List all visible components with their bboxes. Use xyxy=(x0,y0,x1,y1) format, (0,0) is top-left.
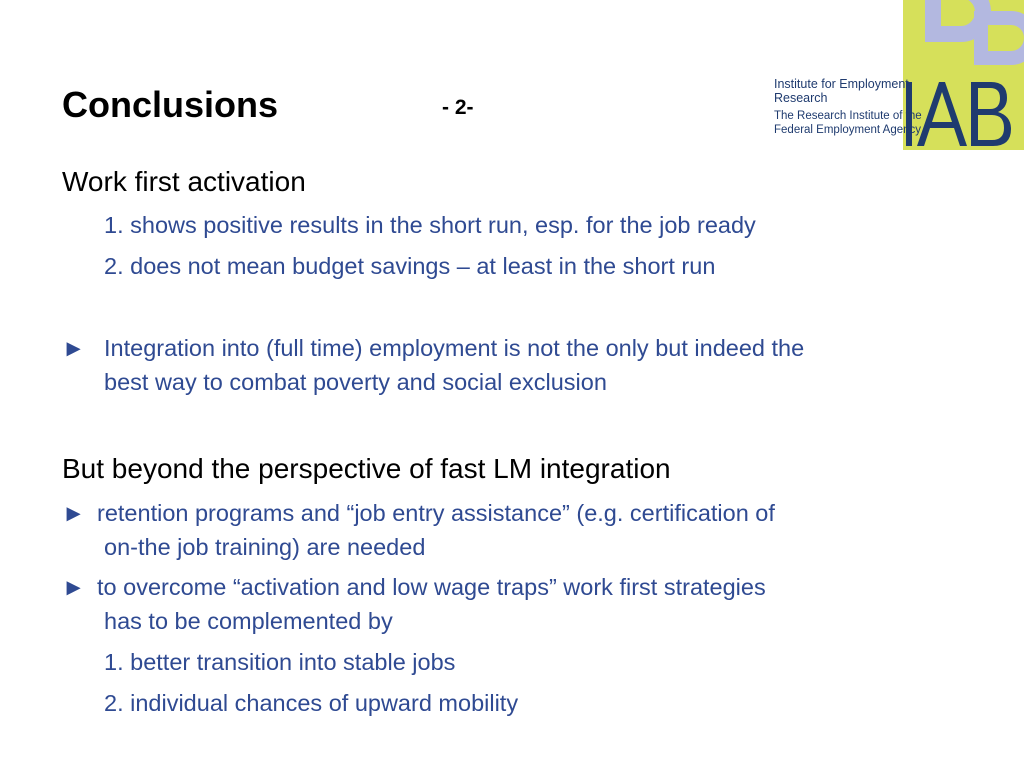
logo-name-line2: Research xyxy=(774,91,828,105)
bullet1-line2: best way to combat poverty and social exclusion xyxy=(104,369,607,395)
section1-item2: 2. does not mean budget savings – at least in the short run xyxy=(104,253,716,279)
iab-logo-text xyxy=(774,77,922,137)
bullet1-line1: Integration into (full time) employment is not the only but indeed the xyxy=(104,335,805,361)
section2-heading: But beyond the perspective of fast LM integration xyxy=(62,453,671,484)
bullet-arrow-icon: ► xyxy=(62,335,86,361)
bullet-arrow-icon: ► xyxy=(62,574,86,600)
section1-heading: Work first activation xyxy=(62,166,306,197)
section1-item1: 1. shows positive results in the short run, esp. for the job ready xyxy=(104,212,756,238)
logo-sub-line2: Federal Employment Agency xyxy=(774,124,922,136)
logo-name-line1: Institute for Employment xyxy=(774,77,909,91)
section2-item1: 1. better transition into stable jobs xyxy=(104,649,456,675)
slide-title: Conclusions xyxy=(62,84,279,125)
slide-title-number: - 2- xyxy=(442,96,474,119)
logo-sub-line1: The Research Institute of the xyxy=(774,110,922,122)
section2-bullet2-line1: to overcome “activation and low wage traps” work first strategies xyxy=(97,574,766,600)
bullet-arrow-icon: ► xyxy=(62,500,86,526)
section2-bullet1-line1: retention programs and “job entry assistance” (e.g. certification of xyxy=(97,500,775,526)
section2-item2: 2. individual chances of upward mobility xyxy=(104,690,519,716)
section2-bullet1-line2: on-the job training) are needed xyxy=(104,534,426,560)
section2-bullet2-line2: has to be complemented by xyxy=(104,608,393,634)
